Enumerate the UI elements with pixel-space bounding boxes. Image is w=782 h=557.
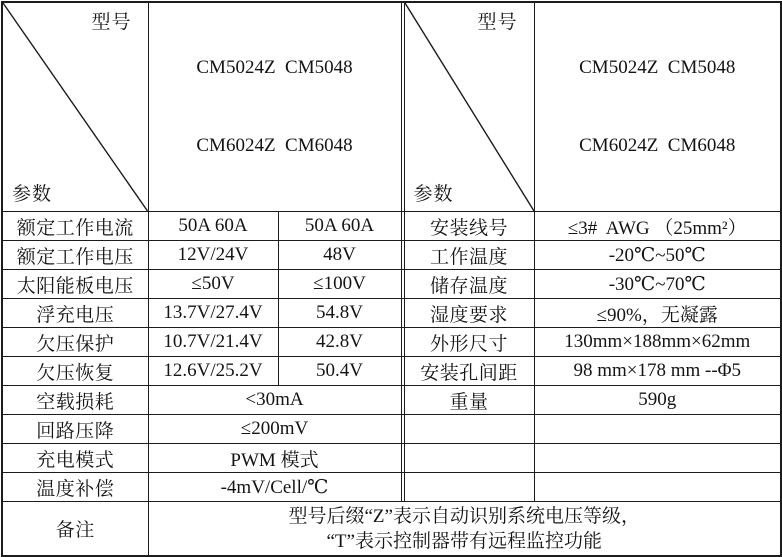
param-value: 50A 60A (148, 212, 278, 241)
param-label: 额定工作电压 (2, 241, 148, 270)
param-value: 42.8V (278, 328, 401, 357)
param-label: 浮充电压 (2, 299, 148, 328)
param-value: 13.7V/27.4V (148, 299, 278, 328)
right-corner-cell (404, 2, 534, 212)
param-label (404, 415, 534, 444)
corner-label-param: 参数 (12, 184, 53, 205)
param-label: 重量 (404, 386, 534, 415)
remark-row (2, 502, 781, 557)
table-row (2, 444, 781, 473)
param-label: 欠压保护 (2, 328, 148, 357)
param-label: 额定工作电流 (2, 212, 148, 241)
param-value: -4mV/Cell/℃ (148, 473, 401, 502)
remark-value (148, 502, 781, 557)
table-row (2, 415, 781, 444)
param-label: 安装线号 (404, 212, 534, 241)
param-value: ≤100V (278, 270, 401, 299)
corner-label-model: 型号 (477, 12, 518, 33)
param-label (404, 473, 534, 502)
param-value: <30mA (148, 386, 401, 415)
models-line2: CM6024Z CM6048 (196, 135, 353, 156)
param-label: 太阳能板电压 (2, 270, 148, 299)
param-label: 充电模式 (2, 444, 148, 473)
right-models-cell (534, 2, 781, 212)
models-line1: CM5024Z CM5048 (579, 57, 736, 78)
param-value: 50A 60A (278, 212, 401, 241)
table-row (2, 328, 781, 357)
left-models-cell (148, 2, 401, 212)
param-value (534, 415, 781, 444)
param-value: 590g (534, 386, 781, 415)
param-label: 空载损耗 (2, 386, 148, 415)
param-label: 回路压降 (2, 415, 148, 444)
table-row (2, 473, 781, 502)
param-value: ≤50V (148, 270, 278, 299)
param-value: 48V (278, 241, 401, 270)
remark-label: 备注 (2, 502, 148, 557)
param-value: 98 mm×178 mm --Φ5 (534, 357, 781, 386)
param-value: 10.7V/21.4V (148, 328, 278, 357)
param-value: 12.6V/25.2V (148, 357, 278, 386)
param-label: 工作温度 (404, 241, 534, 270)
param-value: ≤200mV (148, 415, 401, 444)
param-value: ≤90%，无凝露 (534, 299, 781, 328)
left-corner-cell (2, 2, 148, 212)
param-value (534, 473, 781, 502)
table-row (2, 299, 781, 328)
table-row (2, 212, 781, 241)
param-label: 储存温度 (404, 270, 534, 299)
param-value: -30℃~70℃ (534, 270, 781, 299)
table-row (2, 270, 781, 299)
param-value: PWM 模式 (148, 444, 401, 473)
param-value: 50.4V (278, 357, 401, 386)
remark-line2: “T”表示控制器带有远程监控功能 (326, 530, 602, 552)
param-label: 湿度要求 (404, 299, 534, 328)
param-value: 12V/24V (148, 241, 278, 270)
corner-label-param: 参数 (413, 184, 454, 205)
models-line1: CM5024Z CM5048 (196, 57, 353, 78)
param-value: ≤3# AWG （25mm²） (534, 212, 781, 241)
param-label: 欠压恢复 (2, 357, 148, 386)
corner-label-model: 型号 (91, 12, 132, 33)
param-value: 54.8V (278, 299, 401, 328)
header-row (2, 2, 781, 212)
param-label: 外形尺寸 (404, 328, 534, 357)
table-row (2, 386, 781, 415)
param-label: 安装孔间距 (404, 357, 534, 386)
param-label: 温度补偿 (2, 473, 148, 502)
spec-table (1, 1, 782, 557)
table-row (2, 241, 781, 270)
models-line2: CM6024Z CM6048 (579, 135, 736, 156)
param-value: -20℃~50℃ (534, 241, 781, 270)
param-value: 130mm×188mm×62mm (534, 328, 781, 357)
param-value (534, 444, 781, 473)
remark-line1: 型号后缀“Z”表示自动识别系统电压等级， (288, 505, 640, 527)
param-label (404, 444, 534, 473)
table-row (2, 357, 781, 386)
